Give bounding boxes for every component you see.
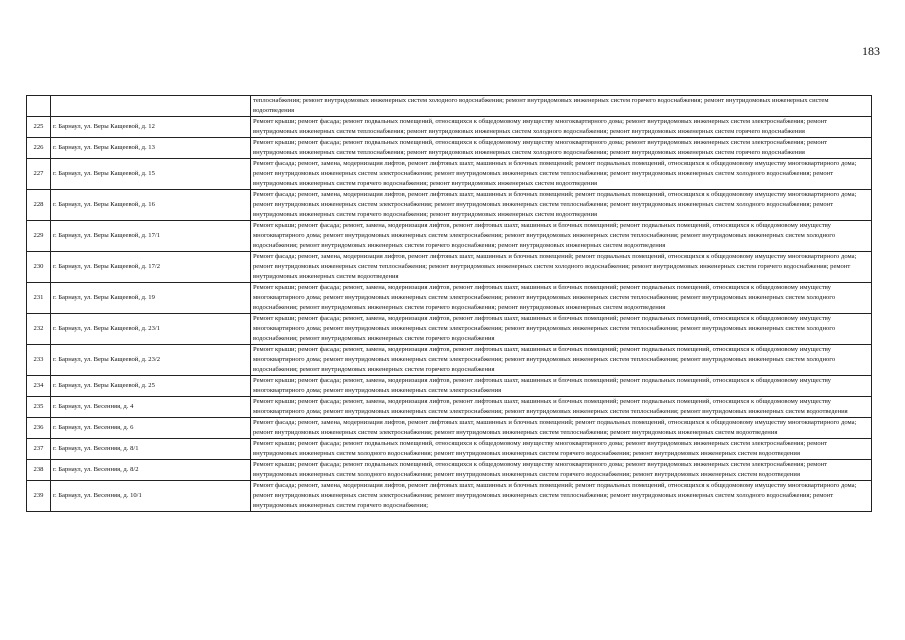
address-cell: г. Барнаул, ул. Веры Кащеевой, д. 25 (51, 376, 251, 397)
table-row (27, 376, 872, 397)
row-number-cell: 225 (27, 117, 51, 138)
works-cell: Ремонт крыши; ремонт фасада; ремонт подвальных помещений, относящихся к общедомовому имуществу многоквартирного дома; ремонт внутридомовых инженерных систем электроснабжения; ремонт внутридомовых инженерных систем теплоснабжения; ремонт внутридомовых инженерных систем холодного водоснабжения; ремонт внутридомовых инженерных систем горячего водоснабжения (251, 117, 872, 138)
row-number-cell: 229 (27, 221, 51, 252)
works-cell: Ремонт крыши; ремонт фасада; ремонт подвальных помещений, относящихся к общедомовому имуществу многоквартирного дома; ремонт внутридомовых инженерных систем электроснабжения; ремонт внутридомовых инженерных систем холодного водоснабжения; ремонт внутридомовых инженерных систем горячего водоснабжения; ремонт внутридомовых инженерных систем водоотведения (251, 439, 872, 460)
address-cell: г. Барнаул, ул. Весенняя, д. 8/1 (51, 439, 251, 460)
works-cell: теплоснабжения; ремонт внутридомовых инженерных систем холодного водоснабжения; ремонт внутридомовых инженерных систем горячего водоснабжения; ремонт внутридомовых инженерных систем водоотведения (251, 96, 872, 117)
works-cell: Ремонт фасада; ремонт, замена, модернизация лифтов, ремонт лифтовых шахт, машинных и блочных помещений; ремонт подвальных помещений, относящихся к общедомовому имуществу многоквартирного дома; ремонт внутридомовых инженерных систем электроснабжения; ремонт внутридомовых инженерных систем теплоснабжения; ремонт внутридомовых инженерных систем холодного водоснабжения; ремонт внутридомовых инженерных систем горячего водоснабжения; (251, 481, 872, 512)
works-registry-table (26, 95, 872, 512)
address-cell: г. Барнаул, ул. Веры Кащеевой, д. 12 (51, 117, 251, 138)
works-cell: Ремонт крыши; ремонт фасада; ремонт, замена, модернизация лифтов, ремонт лифтовых шахт, машинных и блочных помещений; ремонт подвальных помещений, относящихся к общедомовому имуществу многоквартирного дома; ремонт внутридомовых инженерных систем электроснабжения; ремонт внутридомовых инженерных систем теплоснабжения; ремонт внутридомовых инженерных систем холодного водоснабжения; ремонт внутридомовых инженерных систем горячего водоснабжения (251, 345, 872, 376)
table-row (27, 252, 872, 283)
address-cell: г. Барнаул, ул. Веры Кащеевой, д. 17/1 (51, 221, 251, 252)
row-number-cell: 235 (27, 397, 51, 418)
row-number-cell: 234 (27, 376, 51, 397)
table-row (27, 221, 872, 252)
address-cell: г. Барнаул, ул. Весенняя, д. 6 (51, 418, 251, 439)
works-cell: Ремонт фасада; ремонт, замена, модернизация лифтов, ремонт лифтовых шахт, машинных и блочных помещений; ремонт подвальных помещений, относящихся к общедомовому имуществу многоквартирного дома; ремонт внутридомовых инженерных систем теплоснабжения; ремонт внутридомовых инженерных систем холодного водоснабжения; ремонт внутридомовых инженерных систем горячего водоснабжения; ремонт внутридомовых инженерных систем водоотведения (251, 252, 872, 283)
address-cell: г. Барнаул, ул. Веры Кащеевой, д. 23/1 (51, 314, 251, 345)
works-cell: Ремонт крыши; ремонт фасада; ремонт, замена, модернизация лифтов, ремонт лифтовых шахт, машинных и блочных помещений; ремонт подвальных помещений, относящихся к общедомовому имуществу многоквартирного дома; ремонт внутридомовых инженерных систем электроснабжения; ремонт внутридомовых инженерных систем теплоснабжения; ремонт внутридомовых инженерных систем водоотведения (251, 397, 872, 418)
works-cell: Ремонт крыши; ремонт фасада; ремонт подвальных помещений, относящихся к общедомовому имуществу многоквартирного дома; ремонт внутридомовых инженерных систем электроснабжения; ремонт внутридомовых инженерных систем холодного водоснабжения; ремонт внутридомовых инженерных систем горячего водоснабжения; ремонт внутридомовых инженерных систем водоотведения (251, 460, 872, 481)
table-row (27, 460, 872, 481)
row-number-cell: 227 (27, 159, 51, 190)
address-cell: г. Барнаул, ул. Весенняя, д. 10/1 (51, 481, 251, 512)
table-row (27, 481, 872, 512)
address-cell: г. Барнаул, ул. Веры Кащеевой, д. 19 (51, 283, 251, 314)
address-cell: г. Барнаул, ул. Весенняя, д. 8/2 (51, 460, 251, 481)
table-row (27, 345, 872, 376)
address-cell: г. Барнаул, ул. Веры Кащеевой, д. 23/2 (51, 345, 251, 376)
works-cell: Ремонт крыши; ремонт фасада; ремонт, замена, модернизация лифтов, ремонт лифтовых шахт, машинных и блочных помещений; ремонт подвальных помещений, относящихся к общедомовому имуществу многоквартирного дома; ремонт внутридомовых инженерных систем электроснабжения; ремонт внутридомовых инженерных систем теплоснабжения; ремонт внутридомовых инженерных систем холодного водоснабжения; ремонт внутридомовых инженерных систем горячего водоснабжения; ремонт внутридомовых инженерных систем водоотведения (251, 283, 872, 314)
row-number-cell: 231 (27, 283, 51, 314)
address-cell: г. Барнаул, ул. Веры Кащеевой, д. 15 (51, 159, 251, 190)
address-cell (51, 96, 251, 117)
works-cell: Ремонт крыши; ремонт фасада; ремонт, замена, модернизация лифтов, ремонт лифтовых шахт, машинных и блочных помещений; ремонт подвальных помещений, относящихся к общедомовому имуществу многоквартирного дома; ремонт внутридомовых инженерных систем электроснабжения; ремонт внутридомовых инженерных систем теплоснабжения; ремонт внутридомовых инженерных систем холодного водоснабжения; ремонт внутридомовых инженерных систем горячего водоснабжения (251, 314, 872, 345)
table-row (27, 190, 872, 221)
address-cell: г. Барнаул, ул. Весенняя, д. 4 (51, 397, 251, 418)
row-number-cell: 236 (27, 418, 51, 439)
works-cell: Ремонт фасада; ремонт, замена, модернизация лифтов, ремонт лифтовых шахт, машинных и блочных помещений; ремонт подвальных помещений, относящихся к общедомовому имуществу многоквартирного дома; ремонт внутридомовых инженерных систем электроснабжения; ремонт внутридомовых инженерных систем теплоснабжения; ремонт внутридомовых инженерных систем холодного водоснабжения; ремонт внутридомовых инженерных систем горячего водоснабжения; ремонт внутридомовых инженерных систем водоотведения (251, 190, 872, 221)
table-row (27, 117, 872, 138)
row-number-cell: 239 (27, 481, 51, 512)
address-cell: г. Барнаул, ул. Веры Кащеевой, д. 13 (51, 138, 251, 159)
works-cell: Ремонт фасада; ремонт, замена, модернизация лифтов, ремонт лифтовых шахт, машинных и блочных помещений; ремонт подвальных помещений, относящихся к общедомовому имуществу многоквартирного дома; ремонт внутридомовых инженерных систем электроснабжения; ремонт внутридомовых инженерных систем теплоснабжения; ремонт внутридомовых инженерных систем холодного водоснабжения; ремонт внутридомовых инженерных систем горячего водоснабжения; ремонт внутридомовых инженерных систем водоотведения (251, 159, 872, 190)
row-number-cell: 237 (27, 439, 51, 460)
row-number-cell: 226 (27, 138, 51, 159)
table-row (27, 418, 872, 439)
row-number-cell: 238 (27, 460, 51, 481)
row-number-cell (27, 96, 51, 117)
page-number: 183 (862, 44, 880, 58)
row-number-cell: 233 (27, 345, 51, 376)
row-number-cell: 228 (27, 190, 51, 221)
works-cell: Ремонт фасада; ремонт, замена, модернизация лифтов, ремонт лифтовых шахт, машинных и блочных помещений; ремонт подвальных помещений, относящихся к общедомовому имуществу многоквартирного дома; ремонт внутридомовых инженерных систем электроснабжения; ремонт внутридомовых инженерных систем теплоснабжения; ремонт внутридомовых инженерных систем водоотведения (251, 418, 872, 439)
table-row-continuation (27, 96, 872, 117)
table-row (27, 159, 872, 190)
table-row (27, 138, 872, 159)
table-row (27, 397, 872, 418)
works-cell: Ремонт крыши; ремонт фасада; ремонт, замена, модернизация лифтов, ремонт лифтовых шахт, машинных и блочных помещений; ремонт подвальных помещений, относящихся к общедомовому имуществу многоквартирного дома; ремонт внутридомовых инженерных систем электроснабжения; ремонт внутридомовых инженерных систем теплоснабжения; ремонт внутридомовых инженерных систем холодного водоснабжения; ремонт внутридомовых инженерных систем горячего водоснабжения; ремонт внутридомовых инженерных систем водоотведения (251, 221, 872, 252)
row-number-cell: 232 (27, 314, 51, 345)
table-row (27, 283, 872, 314)
works-cell: Ремонт крыши; ремонт фасада; ремонт подвальных помещений, относящихся к общедомовому имуществу многоквартирного дома; ремонт внутридомовых инженерных систем электроснабжения; ремонт внутридомовых инженерных систем теплоснабжения; ремонт внутридомовых инженерных систем холодного водоснабжения; ремонт внутридомовых инженерных систем горячего водоснабжения (251, 138, 872, 159)
address-cell: г. Барнаул, ул. Веры Кащеевой, д. 17/2 (51, 252, 251, 283)
address-cell: г. Барнаул, ул. Веры Кащеевой, д. 16 (51, 190, 251, 221)
works-cell: Ремонт крыши; ремонт фасада; ремонт, замена, модернизация лифтов, ремонт лифтовых шахт, машинных и блочных помещений; ремонт подвальных помещений, относящихся к общедомовому имуществу многоквартирного дома; ремонт внутридомовых инженерных систем электроснабжения (251, 376, 872, 397)
row-number-cell: 230 (27, 252, 51, 283)
table-row (27, 439, 872, 460)
table-row (27, 314, 872, 345)
